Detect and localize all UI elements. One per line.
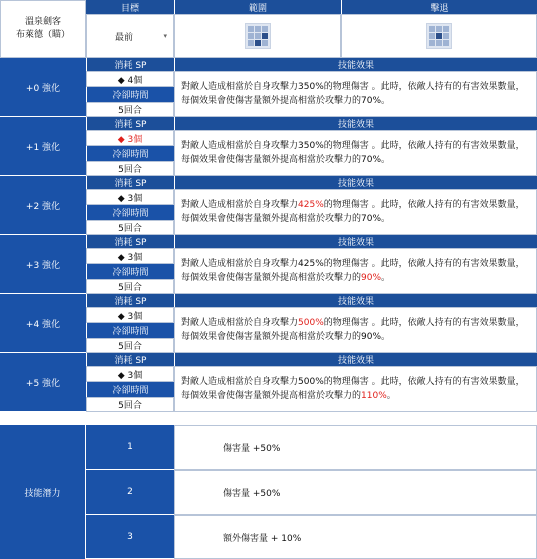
effect-bonus: 70% xyxy=(361,214,382,224)
potential-number: 1 xyxy=(86,425,174,470)
sp-value: ◆ 3個 xyxy=(86,366,174,382)
effect-part: 。 xyxy=(381,332,391,342)
column-header-target: 目標 xyxy=(86,0,174,14)
effect-part: 對敵人造成相當於自身攻擊力 xyxy=(181,82,299,92)
cooldown-header: 冷卻時間 xyxy=(86,323,174,338)
effect-header: 技能效果 xyxy=(174,294,537,307)
sp-header: 消耗 SP xyxy=(86,176,174,189)
effect-bonus: 110% xyxy=(361,391,387,401)
effect-part: 每個效果會使傷害量額外提高相當於攻擊力的 xyxy=(181,96,362,106)
potential-value: 傷害量 +50% xyxy=(223,489,281,499)
potential-number: 2 xyxy=(86,470,174,515)
effect-text xyxy=(174,130,537,176)
cooldown-header: 冷卻時間 xyxy=(86,382,174,397)
sp-header: 消耗 SP xyxy=(86,294,174,307)
cooldown-value: 5回合 xyxy=(86,338,174,353)
sp-value: ◆ 3個 xyxy=(86,307,174,323)
sp-header: 消耗 SP xyxy=(86,235,174,248)
effect-part: 每個效果會使傷害量額外提高相當於攻擊力的 xyxy=(181,391,362,401)
range-grid-icon xyxy=(245,23,271,49)
effect-header: 技能效果 xyxy=(174,117,537,130)
character-name-line2: 布萊德（瞄） xyxy=(15,30,70,40)
effect-bonus: 90% xyxy=(361,273,382,283)
effect-part: 每個效果會使傷害量額外提高相當於攻擊力的 xyxy=(181,332,362,342)
effect-text xyxy=(174,366,537,412)
effect-ratio: 500% xyxy=(298,377,324,387)
effect-text xyxy=(174,189,537,235)
level-label: +5 強化 xyxy=(0,353,86,412)
potential-text xyxy=(174,515,537,559)
range-cell xyxy=(174,14,341,58)
chevron-down-icon: ▾ xyxy=(163,32,167,40)
repel-grid-icon xyxy=(426,23,452,49)
potential-number: 3 xyxy=(86,515,174,559)
effect-ratio: 425% xyxy=(298,259,324,269)
cooldown-header: 冷卻時間 xyxy=(86,264,174,279)
level-label: +0 強化 xyxy=(0,58,86,117)
potential-text xyxy=(174,470,537,515)
character-name xyxy=(0,0,86,58)
cooldown-header: 冷卻時間 xyxy=(86,205,174,220)
effect-part: 每個效果會使傷害量額外提高相當於攻擊力的 xyxy=(181,214,362,224)
effect-part: 。 xyxy=(381,96,391,106)
cooldown-value: 5回合 xyxy=(86,397,174,412)
cooldown-value: 5回合 xyxy=(86,279,174,294)
sp-header: 消耗 SP xyxy=(86,58,174,71)
repel-cell xyxy=(341,14,537,58)
target-dropdown[interactable] xyxy=(86,14,174,58)
potential-value: 額外傷害量 + 10% xyxy=(223,533,302,544)
potential-label: 技能潛力 xyxy=(0,425,86,559)
level-label: +2 強化 xyxy=(0,176,86,235)
potential-value: 傷害量 +50% xyxy=(223,444,281,454)
effect-text xyxy=(174,307,537,353)
effect-header: 技能效果 xyxy=(174,58,537,71)
effect-part: 。 xyxy=(381,155,391,165)
effect-part: 對敵人造成相當於自身攻擊力 xyxy=(181,377,299,387)
effect-part: 。 xyxy=(381,273,391,283)
cooldown-value: 5回合 xyxy=(86,161,174,176)
effect-header: 技能效果 xyxy=(174,353,537,366)
sp-value: ◆ 4個 xyxy=(86,71,174,87)
effect-text xyxy=(174,248,537,294)
potential-text xyxy=(174,425,537,470)
effect-ratio: 425% xyxy=(298,200,324,210)
effect-part: 對敵人造成相當於自身攻擊力 xyxy=(181,318,299,328)
sp-header: 消耗 SP xyxy=(86,117,174,130)
effect-ratio: 500% xyxy=(298,318,324,328)
sp-header: 消耗 SP xyxy=(86,353,174,366)
effect-ratio: 350% xyxy=(298,82,324,92)
sp-value: ◆ 3個 xyxy=(86,248,174,264)
level-label: +3 強化 xyxy=(0,235,86,294)
cooldown-header: 冷卻時間 xyxy=(86,87,174,102)
effect-text xyxy=(174,71,537,117)
column-header-range: 範圍 xyxy=(174,0,341,14)
effect-part: 每個效果會使傷害量額外提高相當於攻擊力的 xyxy=(181,155,362,165)
effect-header: 技能效果 xyxy=(174,235,537,248)
effect-part: 的物理傷害 。此時，依敵人持有的有害效果數量， xyxy=(323,82,525,92)
cooldown-value: 5回合 xyxy=(86,102,174,117)
effect-bonus: 70% xyxy=(361,96,382,106)
cooldown-header: 冷卻時間 xyxy=(86,146,174,161)
effect-part: 對敵人造成相當於自身攻擊力 xyxy=(181,141,299,151)
effect-header: 技能效果 xyxy=(174,176,537,189)
section-divider xyxy=(0,412,537,425)
sp-value: ◆ 3個 xyxy=(86,189,174,205)
level-label: +1 強化 xyxy=(0,117,86,176)
effect-bonus: 90% xyxy=(361,332,382,342)
sp-value: ◆ 3個 xyxy=(86,130,174,146)
effect-part: 的物理傷害 。此時，依敵人持有的有害效果數量， xyxy=(323,200,525,210)
level-label: +4 強化 xyxy=(0,294,86,353)
effect-part: 。 xyxy=(386,391,396,401)
effect-part: 的物理傷害 。此時，依敵人持有的有害效果數量， xyxy=(323,377,525,387)
effect-part: 對敵人造成相當於自身攻擊力 xyxy=(181,259,299,269)
effect-part: 每個效果會使傷害量額外提高相當於攻擊力的 xyxy=(181,273,362,283)
target-value: 最前 xyxy=(115,32,134,43)
character-name-line1: 溫泉劍客 xyxy=(24,17,61,27)
effect-part: 的物理傷害 。此時，依敵人持有的有害效果數量， xyxy=(323,141,525,151)
effect-part: 的物理傷害 。此時，依敵人持有的有害效果數量， xyxy=(323,318,525,328)
column-header-repel: 擊退 xyxy=(341,0,537,14)
effect-ratio: 350% xyxy=(298,141,324,151)
effect-part: 的物理傷害 。此時，依敵人持有的有害效果數量， xyxy=(323,259,525,269)
effect-part: 。 xyxy=(381,214,391,224)
effect-part: 對敵人造成相當於自身攻擊力 xyxy=(181,200,299,210)
cooldown-value: 5回合 xyxy=(86,220,174,235)
effect-bonus: 70% xyxy=(361,155,382,165)
